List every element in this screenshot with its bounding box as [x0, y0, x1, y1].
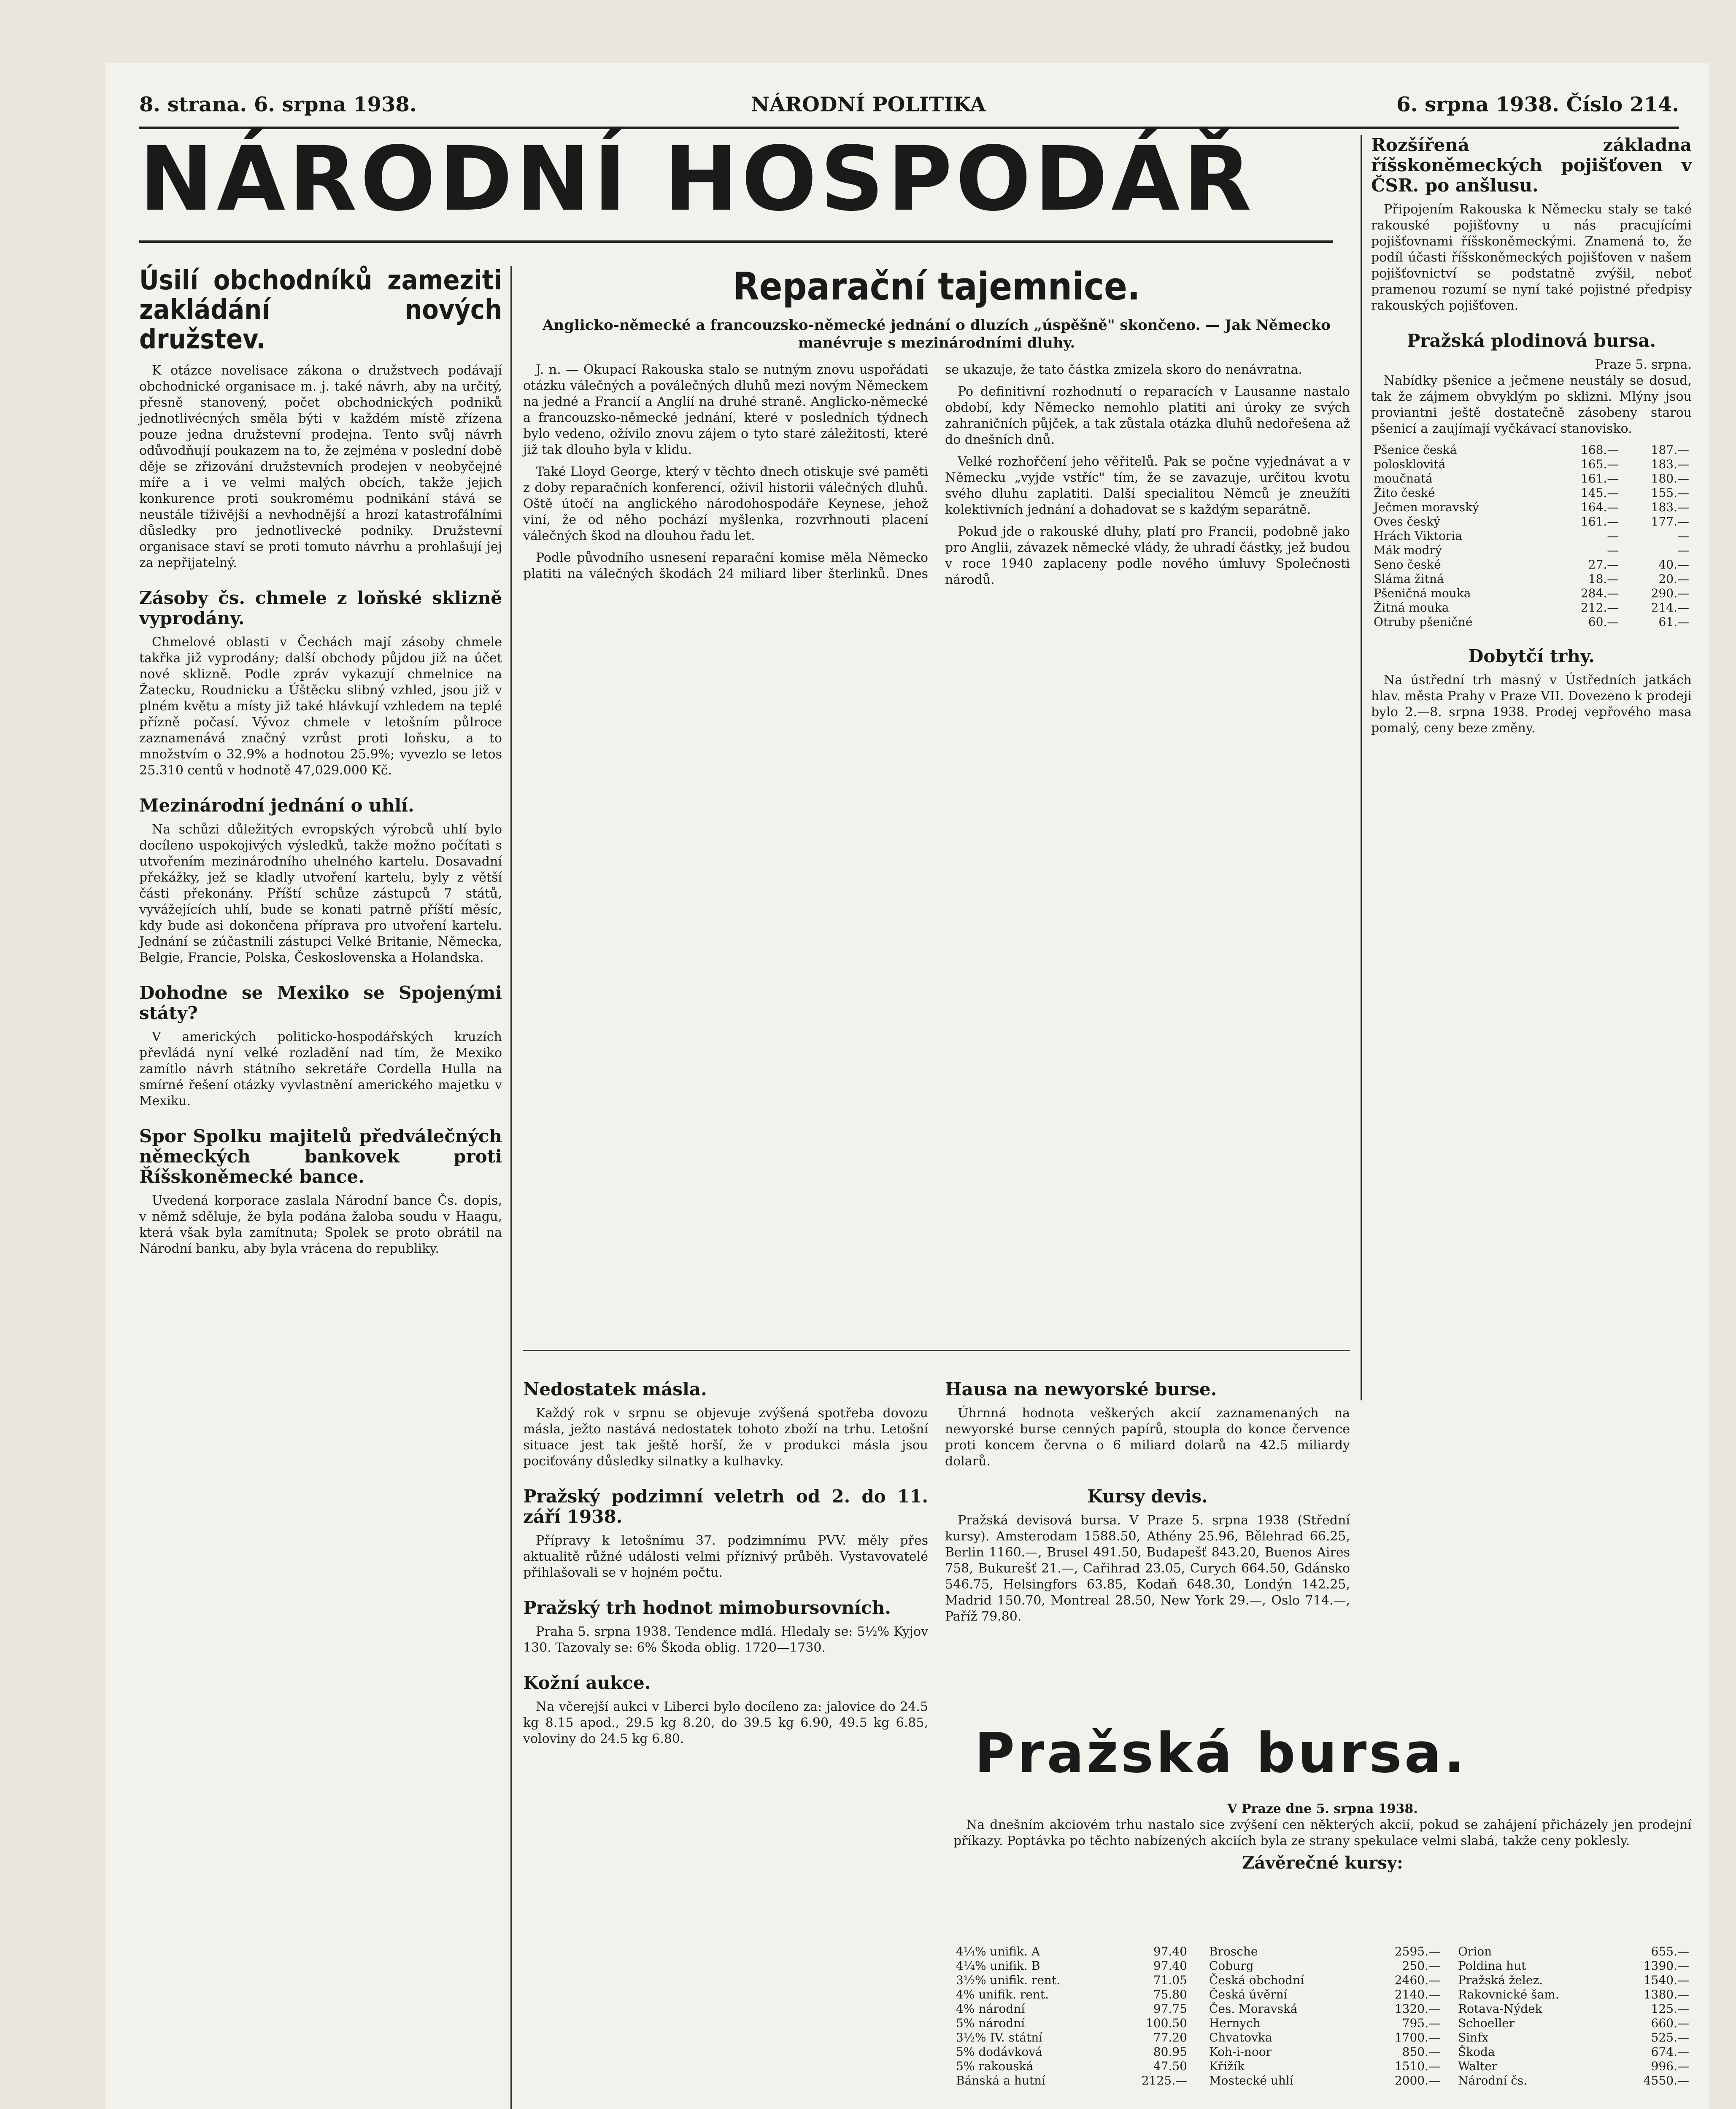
stock-row-cell: 1390.—	[1643, 1959, 1689, 1973]
commodity-row-cell: 18.—	[1588, 572, 1619, 586]
stock-row	[1455, 1988, 1692, 2002]
bond-row	[953, 1973, 1190, 1988]
bursa-table-mid	[1207, 1944, 1443, 2088]
stock-row-cell: Pražská želez.	[1458, 1973, 1543, 1987]
headline-plodinova: Pražská plodinová bursa.	[1407, 330, 1656, 351]
stock-row-cell: Brosche	[1209, 1944, 1258, 1958]
bond-row-cell: 5% dodávková	[956, 2045, 1042, 2059]
bond-row	[953, 2016, 1190, 2031]
stock-row	[1455, 2031, 1692, 2045]
newspaper-page	[105, 63, 1709, 2109]
stock-row-cell: Schoeller	[1458, 2016, 1515, 2030]
commodity-row-cell: 187.—	[1651, 443, 1689, 457]
stock-row-cell: 525.—	[1651, 2031, 1689, 2044]
subheadline: Anglicko-německé a francouzsko-německé jednání o dluzích „úspěšně" skončeno. — Jak Německo manévruje s mezinárodními dluhy.	[543, 317, 1331, 351]
commodity-row-cell: Sláma žitná	[1374, 572, 1444, 586]
stock-row-cell: Chvatovka	[1209, 2031, 1272, 2044]
stock-row-cell: 674.—	[1651, 2045, 1689, 2059]
stock-row	[1207, 1944, 1443, 1959]
bond-row	[953, 2002, 1190, 2016]
stock-row-cell: Coburg	[1209, 1959, 1254, 1973]
commodity-row-cell: Oves český	[1374, 515, 1441, 529]
article-pojistovny: Připojením Rakouska k Německu staly se také rakouské pojišťovny u nás pracujícími pojišťovnami říšskoněmeckými. Znamená to, že podíl účasti říšskoněmeckých pojišťoven v našem pojišťovnictví se podstatně zvýšil, neboť pramenou rozumí se nyní také pojistné předpisy rakouských pojišťoven.	[1371, 202, 1692, 313]
commodity-row-cell: Žito české	[1374, 486, 1435, 500]
stock-row-cell: Česká úvěrní	[1209, 1988, 1288, 2001]
page-number: 8. strana. 6. srpna 1938.	[139, 93, 417, 116]
stock-row-cell: Mostecké uhlí	[1209, 2074, 1293, 2087]
stock-row-cell: 1320.—	[1394, 2002, 1440, 2016]
article-paragraph: Po definitivní rozhodnutí o reparacích v Lausanne nastalo období, kdy Německo nemohlo platiti ani úroky ze svých zahraničních půjček, a tak zůstala otázka dluhů nedořešena až do dnešních dnů.	[945, 384, 1350, 447]
bond-row	[953, 2059, 1190, 2074]
commodity-row-cell: 61.—	[1658, 615, 1689, 629]
commodity-row-cell: Pšenice česká	[1374, 443, 1457, 457]
stock-row	[1455, 1944, 1692, 1959]
commodity-row	[1371, 572, 1692, 586]
article-mexiko: V amerických politicko-hospodářských kruzích převládá nyní velké rozladění nad tím, že Mexiko zamítlo návrh státního sekretáře Cordella Hulla na smírné řešení otázky vyvlastnění amerického majetku v Mexiku.	[139, 1030, 502, 1108]
bond-row-cell: 77.20	[1153, 2031, 1187, 2044]
headline-kozni: Kožní aukce.	[523, 1672, 651, 1693]
stock-row	[1207, 2016, 1443, 2031]
commodity-row	[1371, 472, 1692, 486]
commodity-row	[1371, 500, 1692, 515]
bond-row-cell: 80.95	[1153, 2045, 1187, 2059]
bond-row-cell: 4% unifik. rent.	[956, 1988, 1049, 2001]
headline-druzstva: Úsilí obchodníků zameziti zakládání nových družstev.	[139, 265, 502, 355]
bursa-table-right	[1455, 1944, 1692, 2088]
stock-row	[1455, 2002, 1692, 2016]
commodity-row-cell: 164.—	[1580, 500, 1619, 514]
stock-row	[1455, 1959, 1692, 1973]
bond-row-cell: 97.75	[1153, 2002, 1187, 2016]
commodity-row-cell: Otruby pšeničné	[1374, 615, 1473, 629]
article-paragraph: Také Lloyd George, který v těchto dnech otiskuje své paměti z doby reparačních konferencí, oživil historii válečných dluhů. Oště útočí na anglického národohospodáře Keynese, jehož viní, že od něho pochází myšlenka, rozvrhnouti placení válečných škod na dlouhou řadu let.	[523, 464, 928, 543]
commodity-row	[1371, 543, 1692, 558]
stock-row	[1455, 1973, 1692, 1988]
stock-row-cell: 2460.—	[1394, 1973, 1440, 1987]
commodity-row-cell: 20.—	[1658, 572, 1689, 586]
bond-row-cell: Bánská a hutní	[956, 2074, 1046, 2087]
article-druzstva: K otázce novelisace zákona o družstvech podávají obchodnické organisace m. j. také návrh, aby na určitý, přesně stanovený, počet obchodnických podniků jednotlivécných směla býti v každém místě zřízena pouze jedna družstevní prodejna. Tento svůj návrh odůvodňují poukazem na to, že zejména v poslední době děje se zřizování družstevních prodejen v neobyčejné míře a i ve velmi malých obcích, takže jejich konkurence proti soukromému podnikání stává se neustále tíživější a nevhodnější a hrozí katastrofálními důsledky pro jednotlivecké podniky. Družstevní organisace staví se proti tomuto návrhu a prohlašují jej za nepřijatelný.	[139, 363, 502, 570]
stock-row	[1207, 1988, 1443, 2002]
right-column	[1371, 135, 1692, 742]
article-paragraph: Podle původního usnesení reparační komise měla Německo platiti na válečných škodách 24 miliard liber šterlinků. Dnes se ukazuje, že tato částka zmizela skoro do nenávratna.	[523, 362, 1302, 581]
stock-row	[1455, 2074, 1692, 2088]
article-paragraph: J. n. — Okupací Rakouska stalo se nutným znovu uspořádati otázku válečných a poválečných dluhů mezi novým Německem na jedné a Francií a Anglií na druhé straně. Anglicko-německé a francouzsko-německé jednání, které v posledních týdnech bylo vedeno, ožívilo znovu zájem o tyto staré záležitosti, které již tak dlouho byla v klidu.	[523, 362, 928, 457]
article-kozni: Na včerejší aukci v Liberci bylo docíleno za: jalovice do 24.5 kg 8.15 apod., 29.5 kg 8.20, do 39.5 kg 6.90, 49.5 kg 6.85, voloviny do 24.5 kg 6.80.	[523, 1699, 928, 1746]
commodity-row-cell: moučnatá	[1374, 472, 1433, 485]
stock-row-cell: Walter	[1458, 2059, 1498, 2073]
commodity-table	[1371, 443, 1692, 629]
stock-row-cell: Česká obchodní	[1209, 1973, 1304, 1987]
headline-pojistovny: Rozšířená základna říšskoněmeckých pojišťoven v ČSR. po anšlusu.	[1371, 135, 1692, 196]
stock-row	[1207, 2059, 1443, 2074]
bursa-text: Na dnešním akciovém trhu nastalo sice zvýšení cen některých akcií, pokud se zahájení přicházely jen prodejní příkazy. Poptávka po těchto nabízených akciích byla ze strany spekulace velmi slabá, takže ceny poklesly.	[953, 1818, 1692, 1848]
commodity-row-cell: 145.—	[1580, 486, 1619, 500]
stock-row-cell: 125.—	[1651, 2002, 1689, 2016]
stock-row-cell: 2140.—	[1394, 1988, 1440, 2001]
bond-row-cell: 75.80	[1153, 1988, 1187, 2001]
bond-row-cell: 100.50	[1146, 2016, 1187, 2030]
stock-row-cell: Sinfx	[1458, 2031, 1489, 2044]
headline-chmel: Zásoby čs. chmele z loňské sklizně vyprodány.	[139, 588, 502, 628]
commodity-row	[1371, 586, 1692, 601]
article-paragraph: Velké rozhořčení jeho věřitelů. Pak se počne vyjednávat a v Německu „vyjde vstříc" tím, že se zavazuje, určitou kvotu svého dluhu zaplatiti. Další specialitou Němců je zneužíti kolektivních jednání a dohadovat se s každým separátně.	[945, 454, 1350, 517]
stock-row-cell: Orion	[1458, 1944, 1492, 1958]
commodity-row-cell: 40.—	[1658, 558, 1689, 572]
commodity-row-cell: —	[1607, 529, 1619, 543]
article-paragraph: Pokud jde o rakouské dluhy, platí pro Francii, podobně jako pro Anglii, závazek německé vlády, že uhradí částky, jež budou v roce 1940 zaplaceny podle nového úmluvy Společnosti národů.	[945, 524, 1350, 587]
stock-row-cell: 2595.—	[1394, 1944, 1440, 1958]
commodity-row-cell: 161.—	[1580, 515, 1619, 529]
commodity-row-cell: 27.—	[1588, 558, 1619, 572]
commodity-row	[1371, 443, 1692, 457]
stock-row-cell: 660.—	[1651, 2016, 1689, 2030]
column-rule	[510, 266, 512, 2109]
commodity-row	[1371, 529, 1692, 543]
section-title: NÁRODNÍ HOSPODÁŘ	[139, 127, 1255, 231]
headline-maslo: Nedostatek másla.	[523, 1379, 707, 1400]
commodity-row-cell: 60.—	[1588, 615, 1619, 629]
stock-row-cell: 795.—	[1402, 2016, 1440, 2030]
bond-row	[953, 1944, 1190, 1959]
bond-row-cell: 97.40	[1153, 1944, 1187, 1958]
commodity-row-cell: 214.—	[1651, 601, 1689, 615]
commodity-row-cell: Hrách Viktoria	[1374, 529, 1462, 543]
commodity-row-cell: —	[1677, 543, 1689, 557]
news-left	[523, 1362, 928, 1753]
bond-row-cell: 97.40	[1153, 1959, 1187, 1973]
bursa-subtitle: Závěrečné kursy:	[1242, 1853, 1403, 1873]
section-rule	[523, 1350, 1350, 1351]
stock-row-cell: Hernych	[1209, 2016, 1261, 2030]
bursa-table-left	[953, 1944, 1190, 2088]
bond-row-cell: 2125.—	[1141, 2074, 1187, 2087]
article-chmel: Chmelové oblasti v Čechách mají zásoby chmele takřka již vyprodány; další obchody půjdou již na účet nové sklizně. Podle zpráv vykazují chmelnice na Žatecku, Roudnicku a Úštěcku slibný vzhled, jsou již v plném květu a místy již také hlávkují vzhledem na teplé přízně počasí. Vývoz chmele v letošním půlroce zaznamenává značný vzrůst proti loňsku, a to množstvím o 32.9% a hodnotou 25.9%; vyvezlo se letos 25.310 centů v hodnotě 47,029.000 Kč.	[139, 635, 502, 778]
bond-row	[953, 2045, 1190, 2059]
commodity-row-cell: 165.—	[1580, 457, 1619, 471]
article-body	[523, 362, 1350, 588]
bond-row-cell: 4¼% unifik. A	[956, 1944, 1040, 1958]
stock-row-cell: Rakovnické šam.	[1458, 1988, 1559, 2001]
commodity-row-cell: polosklovitá	[1374, 457, 1446, 471]
article-hausa: Úhrnná hodnota veškerých akcií zaznamenaných na newyorské burse cenných papírů, stoupla do konce července proti koncem června o 6 miliard dolarů na 42.5 miliardy dolarů.	[945, 1406, 1350, 1469]
center-article	[523, 266, 1350, 588]
headline-bankovky: Spor Spolku majitelů předválečných německých bankovek proti Říšskoněmecké bance.	[139, 1126, 502, 1187]
commodity-row	[1371, 601, 1692, 615]
bond-row-cell: 4¼% unifik. B	[956, 1959, 1040, 1973]
stock-row-cell: 1540.—	[1643, 1973, 1689, 1987]
commodity-row-cell: 168.—	[1580, 443, 1619, 457]
stock-row-cell: 1700.—	[1394, 2031, 1440, 2044]
plodinova-date: Praze 5. srpna.	[1595, 357, 1692, 372]
stock-row-cell: 850.—	[1402, 2045, 1440, 2059]
commodity-row-cell: 177.—	[1651, 515, 1689, 529]
commodity-row	[1371, 457, 1692, 472]
commodity-row-cell: 161.—	[1580, 472, 1619, 485]
stock-row	[1207, 2074, 1443, 2088]
bond-row-cell: 3½% IV. státní	[956, 2031, 1043, 2044]
commodity-row-cell: 212.—	[1580, 601, 1619, 615]
stock-row	[1207, 2031, 1443, 2045]
bond-row-cell: 4% národní	[956, 2002, 1025, 2016]
stock-row	[1207, 2002, 1443, 2016]
stock-row	[1207, 1973, 1443, 1988]
stock-row-cell: Poldina hut	[1458, 1959, 1526, 1973]
commodity-row-cell: Ječmen moravský	[1374, 500, 1479, 514]
headline-dobytci: Dobytčí trhy.	[1468, 646, 1595, 666]
news-right	[945, 1362, 1350, 1631]
left-column	[139, 266, 502, 1263]
commodity-row-cell: —	[1607, 543, 1619, 557]
stock-row	[1455, 2016, 1692, 2031]
stock-row-cell: Národní čs.	[1458, 2074, 1528, 2087]
article-plodinova: Nabídky pšenice a ječmene neustály se dosud, tak že zájmem obvyklým po sklizni. Mlýny jsou proviantni ještě dostatečně zásobeny starou pšenicí a zaujímají vyčkávací stanovisko.	[1371, 373, 1692, 436]
headline-kursy: Kursy devis.	[1087, 1486, 1208, 1507]
article-dobytci: Na ústřední trh masný v Ústředních jatkách hlav. města Prahy v Praze VII. Dovezeno k prodeji bylo 2.—8. srpna 1938. Prodej vepřového masa pomalý, ceny beze změny.	[1371, 673, 1692, 736]
stock-row-cell: Koh-i-noor	[1209, 2045, 1272, 2059]
masthead	[139, 80, 1679, 129]
headline-hausa: Hausa na newyorské burse.	[945, 1379, 1217, 1400]
stock-row-cell: 4550.—	[1643, 2074, 1689, 2087]
bursa-intro	[953, 1801, 1692, 1871]
commodity-row-cell: Mák modrý	[1374, 543, 1442, 557]
bond-row-cell: 47.50	[1153, 2059, 1187, 2073]
stock-row-cell: Křižík	[1209, 2059, 1245, 2073]
article-uhli: Na schůzi důležitých evropských výrobců uhlí bylo docíleno uspokojivých výsledků, takže možno počítati s utvořením mezinárodního uhelného kartelu. Dosavadní překážky, jež se kladly utvoření kartelu, byly z větší části překonány. Příští schůze zástupců 7 států, vyvážejících uhlí, bude se konati patrně příští měsíc, kdy bude asi dokončena příprava pro utvoření kartelu. Jednání se zúčastnili zástupci Velké Britanie, Německa, Belgie, Francie, Polska, Československa a Holandska.	[139, 822, 502, 965]
article-kursy: Pražská devisová bursa. V Praze 5. srpna 1938 (Střední kursy). Amsterodam 1588.50, Athény 25.96, Bělehrad 66.25, Berlin 1160.—, Brusel 491.50, Budapešť 843.20, Buenos Aires 758, Bukurešť 21.—, Cařihrad 23.05, Curych 664.50, Gdánsko 546.75, Helsingfors 63.85, Kodaň 648.30, Londýn 142.25, Madrid 150.70, Montreal 28.50, New York 29.—, Oslo 714.—, Paříž 79.80.	[945, 1513, 1350, 1624]
headline-reparacni: Reparační tajemnice.	[733, 264, 1140, 309]
commodity-row-cell: —	[1677, 529, 1689, 543]
article-hodnoty: Praha 5. srpna 1938. Tendence mdlá. Hledaly se: 5½% Kyjov 130. Tazovaly se: 6% Škoda oblig. 1720—1730.	[523, 1624, 928, 1655]
commodity-row-cell: 183.—	[1651, 457, 1689, 471]
headline-hodnoty: Pražský trh hodnot mimobursovních.	[523, 1597, 891, 1618]
bond-row	[953, 2031, 1190, 2045]
commodity-row-cell: Seno české	[1374, 558, 1441, 572]
stock-row	[1455, 2059, 1692, 2074]
bond-row	[953, 1959, 1190, 1973]
commodity-row	[1371, 558, 1692, 572]
headline-veletrh: Pražský podzimní veletrh od 2. do 11. září 1938.	[523, 1486, 928, 1527]
title-rule	[139, 240, 1333, 243]
stock-row	[1207, 1959, 1443, 1973]
bond-row-cell: 3½% unifik. rent.	[956, 1973, 1061, 1987]
stock-row-cell: 996.—	[1651, 2059, 1689, 2073]
bond-row	[953, 1988, 1190, 2002]
headline-mexiko: Dohodne se Mexiko se Spojenými státy?	[139, 982, 502, 1023]
stock-row-cell: 1380.—	[1643, 1988, 1689, 2001]
stock-row	[1207, 2045, 1443, 2059]
stock-row-cell: 655.—	[1651, 1944, 1689, 1958]
commodity-row-cell: Žitná mouka	[1374, 601, 1449, 615]
commodity-row-cell: 183.—	[1651, 500, 1689, 514]
article-bankovky: Uvedená korporace zaslala Národní bance Čs. dopis, v němž sděluje, že byla podána žaloba soudu v Haagu, která však byla zamítnuta; Spolek se proto obrátil na Národní banku, aby byla vrácena do republiky.	[139, 1193, 502, 1256]
commodity-row-cell: Pšeničná mouka	[1374, 586, 1471, 600]
stock-row-cell: 250.—	[1402, 1959, 1440, 1973]
stock-row-cell: 1510.—	[1394, 2059, 1440, 2073]
headline-uhli: Mezinárodní jednání o uhlí.	[139, 795, 414, 816]
issue-number: 6. srpna 1938. Číslo 214.	[1396, 93, 1679, 116]
stock-row	[1455, 2045, 1692, 2059]
bursa-date: V Praze dne 5. srpna 1938.	[1227, 1802, 1418, 1816]
article-maslo: Každý rok v srpnu se objevuje zvýšená spotřeba dovozu másla, ježto nastává nedostatek tohoto zboží na trhu. Letošní situace jest tak ještě horší, že v produkci másla jsou pociťovány důsledky silnatky a kulhavky.	[523, 1406, 928, 1469]
newspaper-name: NÁRODNÍ POLITIKA	[751, 93, 986, 116]
stock-row-cell: Čes. Moravská	[1209, 2002, 1298, 2016]
commodity-row	[1371, 615, 1692, 629]
bond-row-cell: 5% národní	[956, 2016, 1025, 2030]
bond-row-cell: 71.05	[1153, 1973, 1187, 1987]
bond-row	[953, 2074, 1190, 2088]
bursa-title: Pražská bursa.	[975, 1721, 1467, 1785]
stock-row-cell: Škoda	[1458, 2045, 1495, 2059]
commodity-row-cell: 180.—	[1651, 472, 1689, 485]
article-veletrh: Přípravy k letošnímu 37. podzimnímu PVV. měly přes aktualitě růžné události velmi příznivý průběh. Vystavovatelé přihlašovali se v hojném počtu.	[523, 1533, 928, 1580]
commodity-row-cell: 155.—	[1651, 486, 1689, 500]
column-rule	[1361, 135, 1362, 1400]
commodity-row-cell: 290.—	[1651, 586, 1689, 600]
bond-row-cell: 5% rakouská	[956, 2059, 1034, 2073]
stock-row-cell: Rotava-Nýdek	[1458, 2002, 1542, 2016]
commodity-row	[1371, 486, 1692, 500]
commodity-row	[1371, 515, 1692, 529]
stock-row-cell: 2000.—	[1394, 2074, 1440, 2087]
commodity-row-cell: 284.—	[1580, 586, 1619, 600]
